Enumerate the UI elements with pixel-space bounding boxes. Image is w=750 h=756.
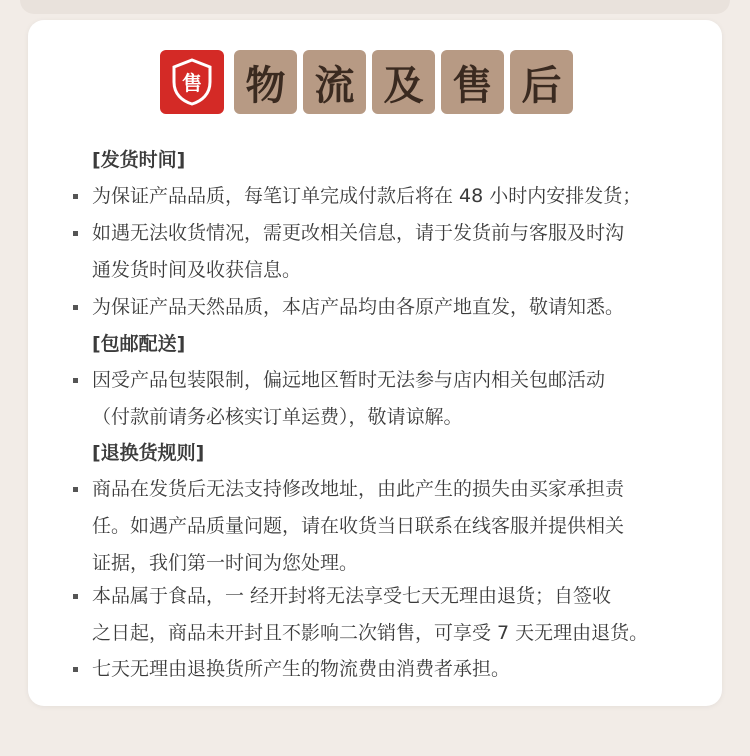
policy-content: [28, 20, 722, 706]
bullet-line: 为保证产品天然品质，本店产品均由各原产地直发，敬请知悉。: [92, 296, 625, 318]
logistics-aftersales-card: [28, 20, 722, 706]
bullet-line: 为保证产品品质，每笔订单完成付款后将在 48 小时内安排发货；: [92, 185, 642, 207]
bullet-icon: [73, 667, 78, 672]
bullet-line: 因受产品包装限制，偏远地区暂时无法参与店内相关包邮活动: [92, 369, 606, 391]
title-char-1: 物: [234, 50, 297, 114]
bullet-icon: [73, 594, 78, 599]
bullet-line: 七天无理由退换货所产生的物流费由消费者承担。: [92, 658, 511, 680]
section-heading-free-shipping: [包邮配送]: [92, 333, 186, 355]
title-char-4: 售: [441, 50, 504, 114]
title-char-3: 及: [372, 50, 435, 114]
bullet-line: 商品在发货后无法支持修改地址，由此产生的损失由买家承担责: [92, 478, 625, 500]
badge-char: 售: [182, 71, 202, 95]
bullet-line: 证据，我们第一时间为您处理。: [92, 552, 359, 574]
bullet-icon: [73, 231, 78, 236]
bullet-line: 通发货时间及收获信息。: [92, 259, 302, 281]
top-shadow-strip: [20, 0, 730, 14]
bullet-icon: [73, 487, 78, 492]
title-char-5: 后: [510, 50, 573, 114]
title-char-2: 流: [303, 50, 366, 114]
section-heading-return-policy: [退换货规则]: [92, 442, 205, 464]
bullet-icon: [73, 194, 78, 199]
bullet-line: 之日起，商品未开封且不影响二次销售，可享受 7 天无理由退货。: [92, 622, 649, 644]
bullet-line: 任。如遇产品质量问题，请在收货当日联系在线客服并提供相关: [92, 515, 625, 537]
bullet-line: 本品属于食品，一 经开封将无法享受七天无理由退货；自签收: [92, 585, 612, 607]
bullet-icon: [73, 378, 78, 383]
bullet-line: （付款前请务必核实订单运费），敬请谅解。: [92, 406, 463, 428]
bullet-icon: [73, 305, 78, 310]
section-heading-shipping-time: [发货时间]: [92, 149, 186, 171]
bullet-line: 如遇无法收货情况，需更改相关信息，请于发货前与客服及时沟: [92, 222, 625, 244]
